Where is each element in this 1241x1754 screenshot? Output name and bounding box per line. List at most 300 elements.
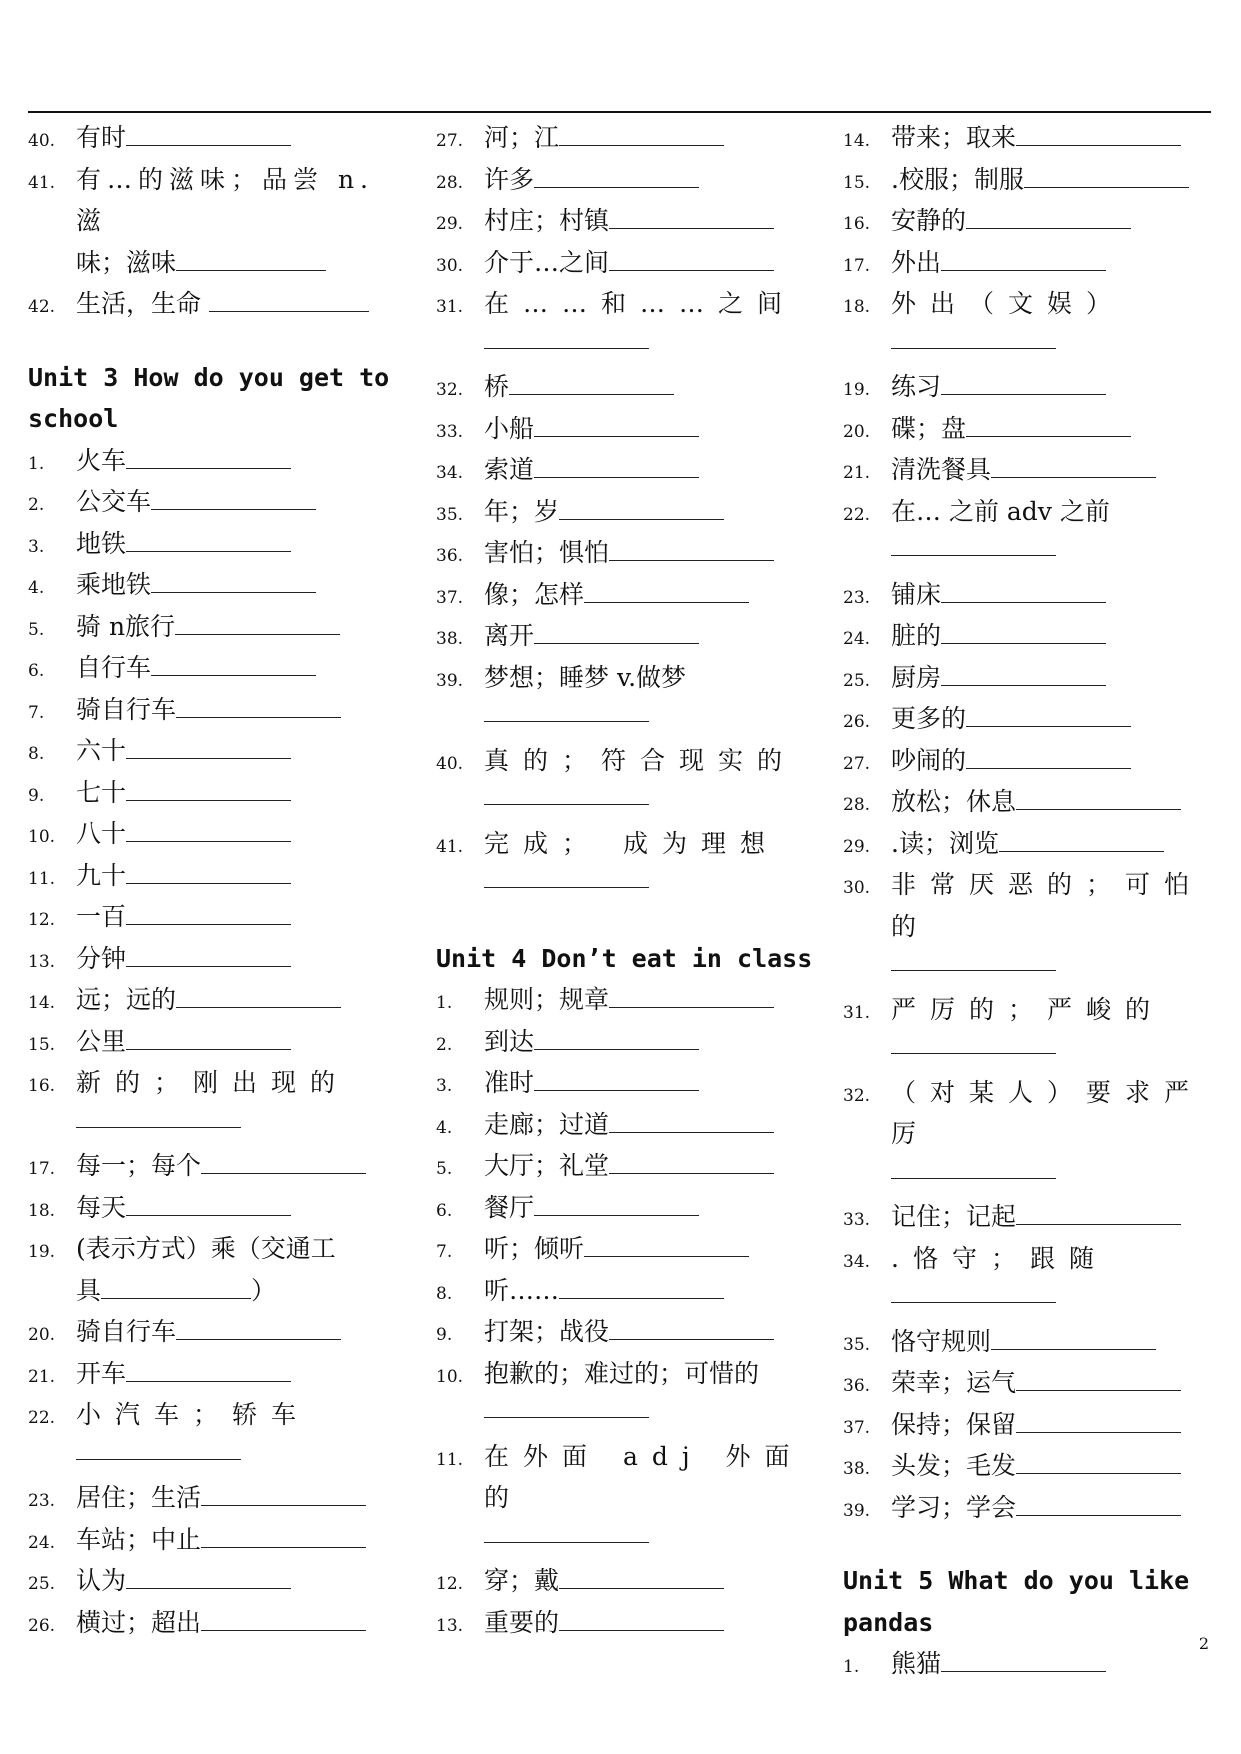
answer-blank[interactable] <box>101 1279 251 1299</box>
item-number: 27. <box>436 131 464 151</box>
answer-blank[interactable] <box>126 781 291 801</box>
vocab-row-continuation <box>28 1270 403 1312</box>
item-text: 带来；取来 <box>891 123 1017 152</box>
answer-blank[interactable] <box>176 698 341 718</box>
item-number: 40. <box>28 131 56 151</box>
answer-blank[interactable] <box>941 583 1106 603</box>
item-number: 19. <box>28 1242 56 1262</box>
vocab-row <box>436 1062 832 1104</box>
item-number: 17. <box>28 1159 56 1179</box>
item-number: 38. <box>436 629 464 649</box>
item-text: 碟；盘 <box>891 413 967 443</box>
item-number: 32. <box>843 1085 871 1106</box>
answer-blank[interactable] <box>209 292 369 312</box>
item-number: 27. <box>843 753 871 774</box>
item-text: 准时 <box>484 1068 535 1097</box>
item-text: 桥 <box>484 372 510 401</box>
answer-blank[interactable] <box>126 822 291 842</box>
answer-blank[interactable] <box>1016 1496 1181 1516</box>
vocab-row <box>843 1362 1213 1404</box>
vocab-row <box>28 283 403 325</box>
answer-blank[interactable] <box>126 1196 291 1216</box>
item-text: 走廊；过道 <box>484 1109 610 1139</box>
vocab-row <box>843 242 1213 284</box>
answer-blank[interactable] <box>991 1330 1156 1350</box>
vocab-row <box>436 1353 832 1395</box>
item-text: 每一；每个 <box>76 1151 202 1180</box>
item-text: 练习 <box>891 372 942 401</box>
item-number: 37. <box>436 587 464 608</box>
item-text: ） <box>251 1275 277 1305</box>
vocab-row <box>28 730 403 772</box>
vocab-row <box>28 1560 403 1602</box>
answer-blank[interactable] <box>584 583 749 603</box>
answer-blank[interactable] <box>891 951 1056 971</box>
vocab-row <box>843 615 1213 657</box>
item-text: .校服；制服 <box>891 164 1024 194</box>
answer-blank[interactable] <box>609 1320 774 1340</box>
answer-blank[interactable] <box>1016 1205 1181 1225</box>
vocab-row <box>843 1238 1213 1280</box>
answer-blank[interactable] <box>559 1611 724 1631</box>
vocab-row <box>28 1353 403 1395</box>
item-number: 6. <box>436 1200 453 1221</box>
vocab-row <box>843 1321 1213 1363</box>
item-number: 25. <box>843 670 871 691</box>
answer-blank[interactable] <box>175 615 340 635</box>
item-text: 非常厌恶的；可怕的 <box>891 870 1204 941</box>
item-text: 分钟 <box>76 943 127 973</box>
item-text: 有…的滋味；品尝 n.滋 <box>76 164 374 235</box>
answer-blank[interactable] <box>484 785 649 805</box>
vocab-row <box>28 1519 403 1561</box>
answer-blank[interactable] <box>941 666 1106 686</box>
answer-blank[interactable] <box>509 375 674 395</box>
answer-blank[interactable] <box>891 1034 1056 1054</box>
item-number: 19. <box>843 380 871 400</box>
item-text: 有时 <box>76 123 127 152</box>
vocab-row <box>843 200 1213 242</box>
item-text: 外出 <box>891 247 942 277</box>
vocab-row <box>28 689 403 731</box>
item-text: 完成； 成为理想 <box>484 828 779 858</box>
vocab-row <box>28 1021 403 1063</box>
item-text: .恪守；跟随 <box>891 1243 1108 1273</box>
item-number: 3. <box>28 536 45 557</box>
item-text: 恪守规则 <box>891 1326 992 1356</box>
item-number: 39. <box>843 1500 871 1521</box>
item-text: 厨房 <box>891 662 942 692</box>
item-text: 每天 <box>76 1192 127 1222</box>
item-text: 年；岁 <box>484 496 560 526</box>
item-text: 在……和……之间 <box>484 289 797 318</box>
answer-blank[interactable] <box>559 1569 724 1589</box>
vocab-row <box>28 896 403 938</box>
item-number: 2. <box>28 495 45 515</box>
answer-blank[interactable] <box>966 417 1131 437</box>
item-text: 村庄；村镇 <box>484 206 610 235</box>
item-number: 7. <box>436 1242 453 1262</box>
vocab-row <box>28 1477 403 1519</box>
item-number: 23. <box>843 587 871 608</box>
answer-blank[interactable] <box>966 209 1131 229</box>
answer-blank-line <box>891 947 1213 989</box>
vocab-row <box>28 159 403 242</box>
answer-blank[interactable] <box>999 832 1164 852</box>
vocab-row <box>843 1196 1213 1238</box>
item-number: 11. <box>28 868 56 889</box>
item-text: 小汽车；轿车 <box>76 1400 311 1429</box>
answer-blank[interactable] <box>1024 168 1189 188</box>
answer-blank[interactable] <box>126 864 291 884</box>
item-number: 26. <box>843 712 871 732</box>
answer-blank[interactable] <box>891 1283 1056 1303</box>
item-number: 16. <box>28 1076 56 1096</box>
item-text: 自行车 <box>76 653 152 682</box>
answer-blank[interactable] <box>76 1108 241 1128</box>
item-number: 34. <box>843 1251 871 1272</box>
item-number: 24. <box>28 1532 56 1553</box>
vocab-row <box>28 481 403 523</box>
vocab-row <box>28 772 403 814</box>
item-text: 公交车 <box>76 487 152 516</box>
item-number: 28. <box>843 795 871 815</box>
item-text: 穿；戴 <box>484 1566 560 1595</box>
answer-blank-line <box>76 1104 403 1146</box>
vocab-row <box>436 1560 832 1602</box>
item-text: 脏的 <box>891 621 942 650</box>
item-number: 17. <box>843 255 871 276</box>
answer-blank[interactable] <box>891 536 1056 556</box>
answer-blank[interactable] <box>559 126 724 146</box>
top-rule <box>28 111 1211 113</box>
answer-blank-line <box>76 1436 403 1478</box>
item-number: 25. <box>28 1574 56 1594</box>
answer-blank[interactable] <box>559 1279 724 1299</box>
item-number: 4. <box>28 578 45 598</box>
vocab-row <box>843 823 1213 865</box>
item-text: 外出（文娱） <box>891 289 1126 318</box>
vocab-row <box>843 574 1213 616</box>
item-text: 害怕；惧怕 <box>484 538 610 567</box>
answer-blank[interactable] <box>176 1320 341 1340</box>
item-text: 离开 <box>484 621 535 650</box>
answer-blank[interactable] <box>891 329 1056 349</box>
vocab-row <box>436 242 832 284</box>
item-number: 20. <box>28 1325 56 1345</box>
item-text: 严厉的；严峻的 <box>891 994 1165 1024</box>
item-text: 九十 <box>76 860 127 890</box>
column-2 <box>436 117 832 1643</box>
vocab-row <box>843 366 1213 408</box>
answer-blank[interactable] <box>609 1154 774 1174</box>
vocab-row <box>436 1436 832 1519</box>
answer-blank[interactable] <box>126 532 291 552</box>
unit-3-title: Unit 3 How do you get to school <box>28 362 405 433</box>
vocab-row <box>843 1487 1213 1529</box>
item-text: 更多的 <box>891 704 967 733</box>
item-text: .读；浏览 <box>891 828 999 858</box>
answer-blank[interactable] <box>584 1237 749 1257</box>
item-number: 33. <box>843 1210 871 1230</box>
vocab-row <box>28 1062 403 1104</box>
item-text: 索道 <box>484 455 535 484</box>
answer-blank[interactable] <box>126 905 291 925</box>
item-number: 10. <box>436 1366 464 1387</box>
answer-blank[interactable] <box>991 458 1156 478</box>
answer-blank[interactable] <box>534 168 699 188</box>
item-number: 7. <box>28 702 45 723</box>
item-number: 30. <box>843 878 871 898</box>
item-number: 2. <box>436 1034 453 1055</box>
page-number: 2 <box>1198 1634 1209 1653</box>
item-text: 许多 <box>484 164 535 194</box>
answer-blank[interactable] <box>534 1030 699 1050</box>
answer-blank[interactable] <box>1016 1413 1181 1433</box>
answer-blank[interactable] <box>151 573 316 593</box>
item-text: 骑自行车 <box>76 1317 177 1346</box>
answer-blank[interactable] <box>609 251 774 271</box>
item-text: 打架；战役 <box>484 1317 610 1346</box>
item-text: 真的；符合现实的 <box>484 745 797 775</box>
item-number: 37. <box>843 1417 871 1438</box>
item-text: 荣幸；运气 <box>891 1368 1017 1397</box>
item-number: 30. <box>436 255 464 276</box>
item-text: 在外面 adj 外面的 <box>484 1441 804 1512</box>
item-number: 18. <box>843 297 871 317</box>
vocab-row <box>436 1602 832 1644</box>
item-text: 一百 <box>76 902 127 931</box>
item-number: 1. <box>843 1657 860 1677</box>
answer-blank[interactable] <box>484 329 649 349</box>
answer-blank[interactable] <box>534 458 699 478</box>
item-number: 15. <box>843 172 871 193</box>
item-text: 大厅；礼堂 <box>484 1151 610 1180</box>
answer-blank[interactable] <box>941 1652 1106 1672</box>
vocab-row <box>28 938 403 980</box>
item-text: （对某人）要求严厉 <box>891 1077 1204 1148</box>
answer-blank[interactable] <box>176 251 326 271</box>
item-text: (表示方式）乘（交通工 <box>76 1234 336 1263</box>
item-text: 开车 <box>76 1358 127 1388</box>
answer-blank-line <box>484 1519 832 1561</box>
answer-blank[interactable] <box>534 417 699 437</box>
vocab-row <box>436 1228 832 1270</box>
answer-blank-line <box>891 1155 1213 1197</box>
vocab-row <box>436 1311 832 1353</box>
answer-blank[interactable] <box>609 541 774 561</box>
vocab-row <box>28 813 403 855</box>
item-text: 八十 <box>76 819 127 848</box>
vocab-row <box>436 449 832 491</box>
answer-blank-line <box>484 698 832 740</box>
vocab-row <box>28 1187 403 1229</box>
answer-blank[interactable] <box>201 1528 366 1548</box>
item-text: 记住；记起 <box>891 1202 1017 1231</box>
answer-blank[interactable] <box>126 739 291 759</box>
answer-blank[interactable] <box>126 947 291 967</box>
item-number: 32. <box>436 380 464 400</box>
vocab-row <box>843 864 1213 947</box>
item-text: 小船 <box>484 413 535 443</box>
item-text: 安静的 <box>891 206 967 235</box>
answer-blank[interactable] <box>941 251 1106 271</box>
answer-blank[interactable] <box>126 1030 291 1050</box>
answer-blank[interactable] <box>941 624 1106 644</box>
answer-blank-line <box>484 781 832 823</box>
answer-blank[interactable] <box>891 1159 1056 1179</box>
item-number: 35. <box>843 1334 871 1355</box>
vocab-row <box>28 606 403 648</box>
vocab-row <box>843 989 1213 1031</box>
item-text: 吵闹的 <box>891 745 967 775</box>
item-text: 乘地铁 <box>76 570 152 599</box>
vocab-row <box>28 1602 403 1644</box>
vocab-row <box>436 1104 832 1146</box>
vocab-row <box>436 979 832 1021</box>
item-text: 具 <box>76 1275 102 1305</box>
item-text: 梦想；睡梦 v.做梦 <box>484 662 687 692</box>
answer-blank[interactable] <box>609 988 774 1008</box>
item-number: 14. <box>843 131 871 151</box>
item-number: 33. <box>436 421 464 442</box>
answer-blank[interactable] <box>484 1523 649 1543</box>
item-number: 41. <box>436 836 464 857</box>
vocab-row <box>843 657 1213 699</box>
item-number: 9. <box>436 1325 453 1345</box>
answer-blank[interactable] <box>176 988 341 1008</box>
item-number: 1. <box>436 993 453 1013</box>
answer-blank[interactable] <box>609 1113 774 1133</box>
item-number: 23. <box>28 1491 56 1511</box>
item-number: 16. <box>843 214 871 234</box>
answer-blank[interactable] <box>484 702 649 722</box>
item-text: 地铁 <box>76 528 127 558</box>
vocab-row <box>28 979 403 1021</box>
column-3 <box>843 117 1213 1685</box>
item-number: 24. <box>843 629 871 649</box>
item-text: 六十 <box>76 736 127 765</box>
vocab-row <box>843 449 1213 491</box>
answer-blank[interactable] <box>484 1398 649 1418</box>
item-number: 41. <box>28 172 56 193</box>
answer-blank-line <box>891 1279 1213 1321</box>
item-number: 13. <box>28 951 56 972</box>
answer-blank-line <box>891 325 1213 367</box>
item-text: 生活，生命 <box>76 289 202 318</box>
item-text: 河；江 <box>484 123 560 152</box>
answer-blank[interactable] <box>966 749 1131 769</box>
vocab-row <box>28 1311 403 1353</box>
vocab-row <box>436 657 832 699</box>
answer-blank[interactable] <box>941 375 1106 395</box>
item-text: 骑自行车 <box>76 694 177 724</box>
answer-blank-line <box>484 325 832 367</box>
vocab-row <box>436 1145 832 1187</box>
item-text: 保持；保留 <box>891 1409 1017 1439</box>
vocab-row <box>28 440 403 482</box>
answer-blank[interactable] <box>1016 1454 1181 1474</box>
answer-blank[interactable] <box>126 449 291 469</box>
item-text: 重要的 <box>484 1607 560 1637</box>
answer-blank[interactable] <box>201 1486 366 1506</box>
unit-4-title: Unit 4 Don’t eat in class <box>436 943 813 973</box>
answer-blank[interactable] <box>201 1154 366 1174</box>
item-text: 骑 n旅行 <box>76 611 176 641</box>
item-number: 11. <box>436 1449 464 1470</box>
vocab-row <box>28 855 403 897</box>
vocab-row <box>28 564 403 606</box>
item-number: 34. <box>436 463 464 483</box>
vocab-row <box>436 532 832 574</box>
item-number: 39. <box>436 670 464 691</box>
vocab-row <box>843 1404 1213 1446</box>
item-number: 13. <box>436 1615 464 1636</box>
answer-blank[interactable] <box>126 126 291 146</box>
answer-blank[interactable] <box>76 1440 241 1460</box>
vocab-row <box>436 366 832 408</box>
answer-blank[interactable] <box>484 868 649 888</box>
vocab-row <box>843 159 1213 201</box>
item-number: 20. <box>843 421 871 442</box>
answer-blank[interactable] <box>534 1196 699 1216</box>
item-number: 38. <box>843 1459 871 1479</box>
item-number: 4. <box>436 1117 453 1138</box>
vocab-row <box>28 523 403 565</box>
answer-blank[interactable] <box>1016 126 1181 146</box>
answer-blank[interactable] <box>1016 1371 1181 1391</box>
answer-blank[interactable] <box>1016 790 1181 810</box>
answer-blank[interactable] <box>609 209 774 229</box>
item-number: 8. <box>436 1283 453 1304</box>
item-text: 公里 <box>76 1026 127 1056</box>
item-number: 14. <box>28 993 56 1013</box>
item-number: 5. <box>436 1159 453 1179</box>
answer-blank[interactable] <box>534 1071 699 1091</box>
column-1 <box>28 117 403 1643</box>
item-text: 铺床 <box>891 579 942 609</box>
answer-blank[interactable] <box>151 656 316 676</box>
item-text: 学习；学会 <box>891 1492 1017 1522</box>
item-text: 放松；休息 <box>891 787 1017 816</box>
vocab-row <box>436 117 832 159</box>
item-number: 3. <box>436 1076 453 1096</box>
answer-blank[interactable] <box>126 1569 291 1589</box>
answer-blank[interactable] <box>126 1362 291 1382</box>
item-number: 21. <box>843 463 871 483</box>
item-text: 清洗餐具 <box>891 455 992 484</box>
item-text: 听；倾听 <box>484 1234 585 1263</box>
answer-blank[interactable] <box>201 1611 366 1631</box>
vocab-row <box>436 574 832 616</box>
item-number: 21. <box>28 1366 56 1387</box>
item-text: 介于…之间 <box>484 247 610 277</box>
vocab-row <box>436 1021 832 1063</box>
answer-blank[interactable] <box>534 624 699 644</box>
item-number: 10. <box>28 827 56 847</box>
vocab-row <box>436 283 832 325</box>
item-number: 29. <box>843 836 871 857</box>
item-number: 22. <box>843 504 871 525</box>
answer-blank[interactable] <box>966 707 1131 727</box>
answer-blank[interactable] <box>151 490 316 510</box>
item-number: 18. <box>28 1200 56 1221</box>
vocab-row <box>843 740 1213 782</box>
answer-blank[interactable] <box>559 500 724 520</box>
item-number: 5. <box>28 619 45 640</box>
answer-blank-line <box>484 864 832 906</box>
vocab-row-continuation <box>28 242 403 284</box>
